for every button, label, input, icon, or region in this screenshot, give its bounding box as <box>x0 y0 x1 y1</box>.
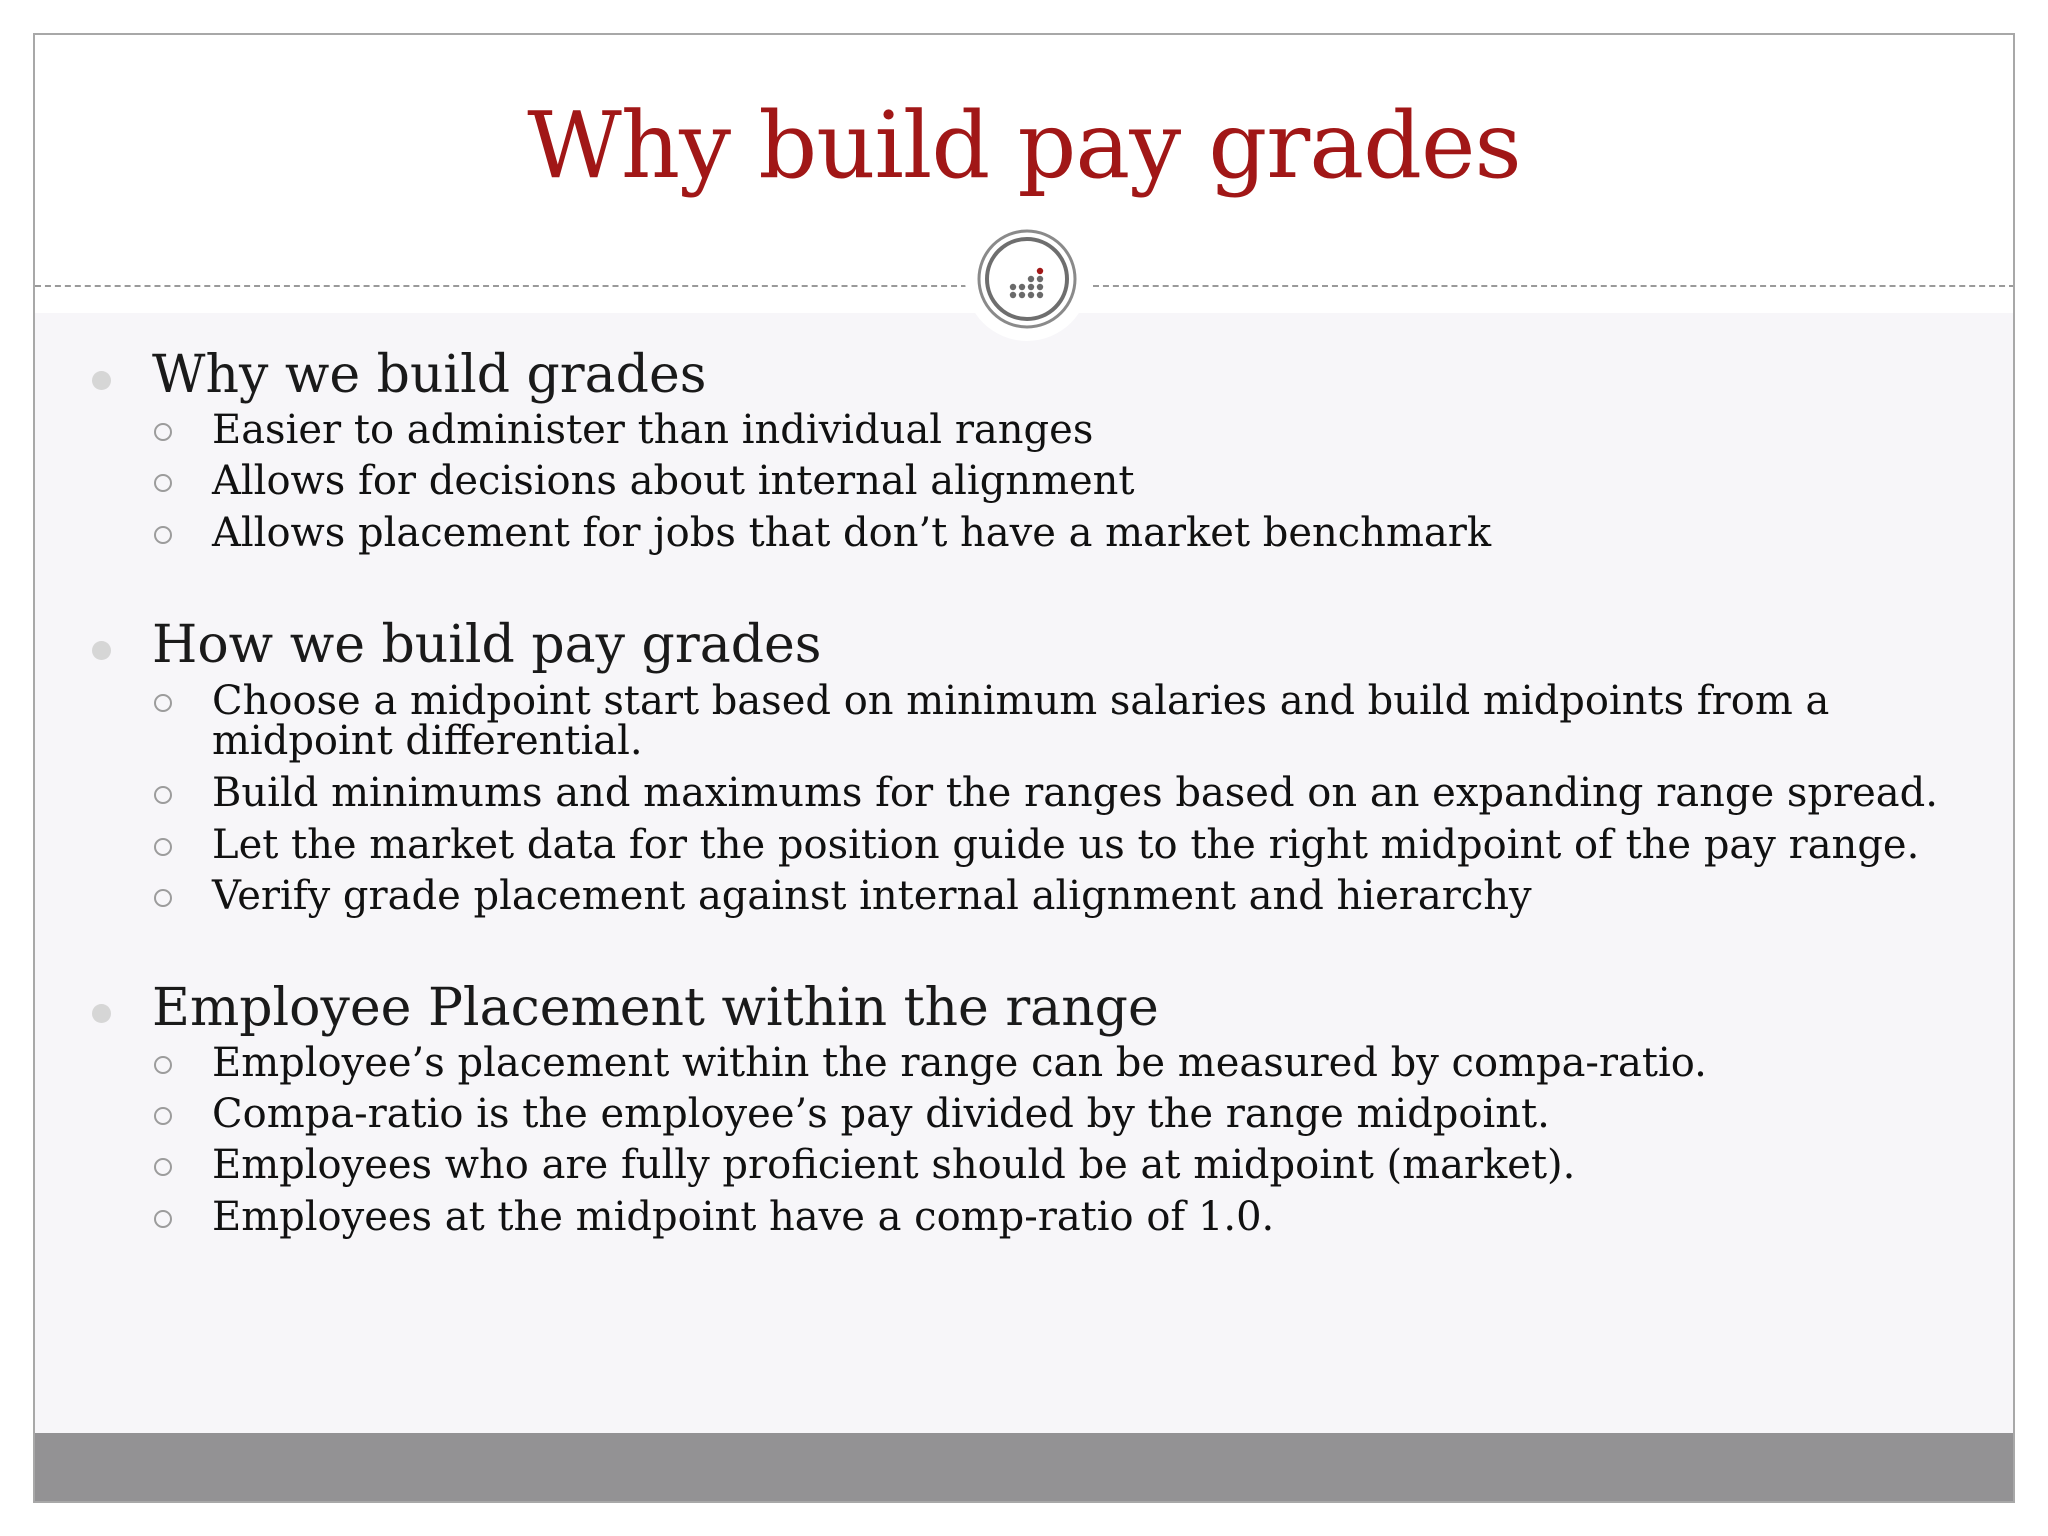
logo-dot <box>1028 276 1034 282</box>
list-item: Verify grade placement against internal alignment and hierarchy <box>212 873 1532 919</box>
list-item: Choose a midpoint start based on minimum salaries and build midpoints from a midpoint differential. <box>212 678 1830 764</box>
item-bullet <box>154 786 172 804</box>
section-bullet <box>92 371 111 390</box>
logo-dot <box>1019 292 1025 298</box>
list-item: Employees at the midpoint have a comp-ratio of 1.0. <box>212 1194 1275 1240</box>
item-bullet <box>154 1158 172 1176</box>
list-item: Allows for decisions about internal alignment <box>212 458 1135 504</box>
list-item: Compa-ratio is the employee’s pay divided by the range midpoint. <box>212 1091 1550 1137</box>
slide <box>33 33 2015 1503</box>
section-heading: How we build pay grades <box>152 615 822 675</box>
logo-dot <box>1010 292 1016 298</box>
logo-dot <box>1028 292 1034 298</box>
title-divider-right <box>1093 285 2015 287</box>
item-bullet <box>154 889 172 907</box>
section-bullet <box>92 641 111 660</box>
item-bullet <box>154 423 172 441</box>
slide-title: Why build pay grades <box>527 92 1521 199</box>
section-heading: Employee Placement within the range <box>152 978 1159 1038</box>
item-bullet <box>154 526 172 544</box>
logo-dot <box>1028 284 1034 290</box>
list-item: Employee’s placement within the range can be measured by compa-ratio. <box>212 1040 1707 1086</box>
logo-dot <box>1037 284 1043 290</box>
item-bullet <box>154 694 172 712</box>
list-item: Employees who are fully proficient should be at midpoint (market). <box>212 1142 1576 1188</box>
logo-dot <box>1037 268 1043 274</box>
item-bullet <box>154 1210 172 1228</box>
logo-dot <box>1037 276 1043 282</box>
logo-dot <box>1037 292 1043 298</box>
item-bullet <box>154 838 172 856</box>
list-item: Let the market data for the position guide us to the right midpoint of the pay range. <box>212 822 1920 868</box>
list-item: Allows placement for jobs that don’t have a market benchmark <box>212 510 1492 556</box>
item-bullet <box>154 1107 172 1125</box>
section-bullet <box>92 1004 111 1023</box>
footer-bar <box>35 1433 2013 1503</box>
logo-dot <box>1019 284 1025 290</box>
list-item: Build minimums and maximums for the ranges based on an expanding range spread. <box>212 770 1938 816</box>
bar-chart-dots-icon <box>975 227 1079 331</box>
logo-dot <box>1010 284 1016 290</box>
list-item: Easier to administer than individual ranges <box>212 407 1094 453</box>
item-bullet <box>154 1056 172 1074</box>
title-divider-left <box>35 285 967 287</box>
section-heading: Why we build grades <box>152 345 707 405</box>
item-bullet <box>154 474 172 492</box>
